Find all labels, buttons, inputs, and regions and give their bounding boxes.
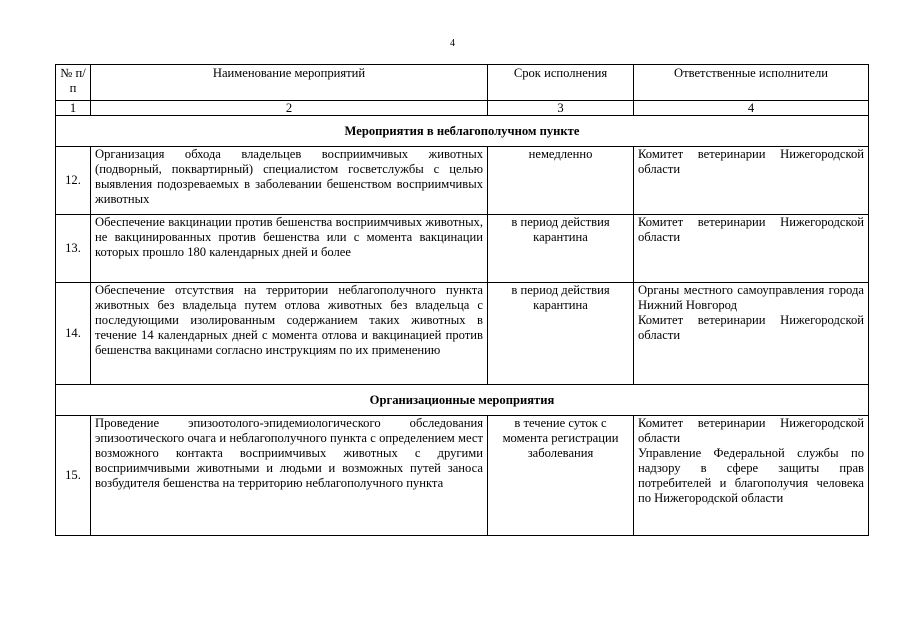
measure-term: в период действия карантина [488,283,634,385]
measure-name: Обеспечение отсутствия на территории неблагополучного пункта животных без владельца путем отлова животных без владельца с последующими изолированным содержанием таких животных в течение 14 календарных дней с момента отлова и вакцинацией против бешенства вакцинами согласно инструкциям по их применению [91,283,488,385]
column-number: 2 [91,101,488,116]
page-number: 4 [450,38,455,49]
column-number: 3 [488,101,634,116]
measure-name: Проведение эпизоотолого-эпидемиологического обследования эпизоотического очага и неблагополучного пункта с определением мест возможного контакта восприимчивых животных с другими восприимчивыми животными и людьми и возможных путей заноса возбудителя бешенства на территорию неблагополучного пункта [91,416,488,536]
row-number: 14. [56,283,91,385]
header-number: № п/п [56,65,91,101]
column-number-row [56,101,869,116]
measure-term: в течение суток с момента регистрации заболевания [488,416,634,536]
table-row [56,215,869,283]
measure-responsible [634,416,869,536]
measure-name: Организация обхода владельцев восприимчивых животных (подворный, поквартирный) специалистом госветслужбы с целью выявления подозреваемых в заболевании бешенством восприимчивых животных [91,147,488,215]
measure-responsible [634,215,869,283]
responsible-item: Органы местного самоуправления города Нижний Новгород [638,283,864,312]
responsible-item: Комитет ветеринарии Нижегородской области [638,147,864,176]
table-row [56,416,869,536]
section-heading-row [56,385,869,416]
table-row [56,283,869,385]
measure-term: немедленно [488,147,634,215]
section-title: Мероприятия в неблагополучном пункте [56,116,869,147]
measure-term: в период действия карантина [488,215,634,283]
header-responsible: Ответственные исполнители [634,65,869,101]
header-name: Наименование мероприятий [91,65,488,101]
measure-name: Обеспечение вакцинации против бешенства восприимчивых животных, не вакцинированных против бешенства или с момента вакцинации которых прошло 180 календарных дней и более [91,215,488,283]
measure-responsible [634,147,869,215]
table-row [56,147,869,215]
column-number: 1 [56,101,91,116]
column-number: 4 [634,101,869,116]
row-number: 15. [56,416,91,536]
responsible-item: Комитет ветеринарии Нижегородской области [638,416,864,445]
row-number: 13. [56,215,91,283]
measure-responsible [634,283,869,385]
responsible-item: Управление Федеральной службы по надзору в сфере защиты прав потребителей и благополучия человека по Нижегородской области [638,446,864,505]
section-heading-row [56,116,869,147]
measures-table [55,64,869,536]
responsible-item: Комитет ветеринарии Нижегородской области [638,313,864,342]
row-number: 12. [56,147,91,215]
header-term: Срок исполнения [488,65,634,101]
table-header-row [56,65,869,101]
responsible-item: Комитет ветеринарии Нижегородской области [638,215,864,244]
section-title: Организационные мероприятия [56,385,869,416]
